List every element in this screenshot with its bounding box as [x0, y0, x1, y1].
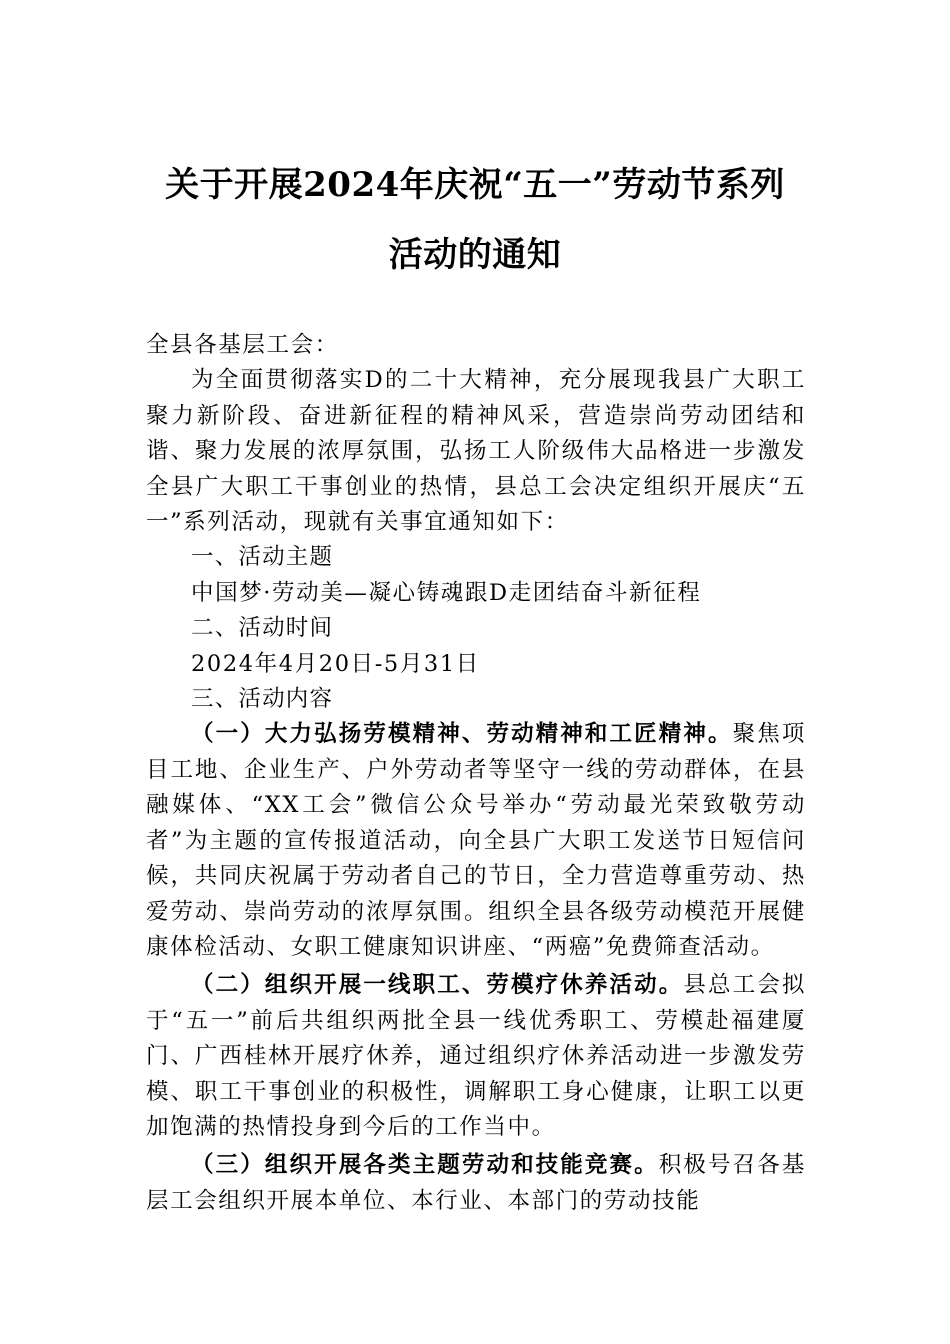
item3-lead: （三）组织开展各类主题劳动和技能竞赛。 [191, 1152, 659, 1179]
section2-heading: 二、活动时间 [191, 615, 334, 642]
item2-paragraph [146, 968, 806, 1145]
section2-text: 2024年4月20日-5月31日 [191, 650, 480, 677]
item2-lead: （二）组织开展一线职工、劳模疗休养活动。 [191, 972, 684, 999]
item3-paragraph [146, 1148, 806, 1219]
section1-text: 中国梦·劳动美—凝心铸魂跟D走团结奋斗新征程 [191, 579, 702, 606]
document-body [146, 328, 806, 1219]
intro-paragraph: 为全面贯彻落实D的二十大精神，充分展现我县广大职工聚力新阶段、奋进新征程的精神风采，营造崇尚劳动团结和谐、聚力发展的浓厚氛围，弘扬工人阶级伟大品格进一步激发全县广大职工干事创业的热情，县总工会决定组织开展庆“五一”系列活动，现就有关事宜通知如下： [146, 367, 806, 536]
salutation: 全县各基层工会： [146, 332, 339, 358]
item1-paragraph [146, 717, 806, 965]
section1-heading: 一、活动主题 [191, 544, 334, 571]
document-title-line2: 活动的通知 [388, 235, 562, 275]
document-title-line1: 关于开展2024年庆祝“五一”劳动节系列 [165, 165, 785, 205]
item3-text: 积极号召各基层工会组织开展本单位、本行业、本部门的劳动技能 [146, 1152, 806, 1214]
section3-heading: 三、活动内容 [191, 686, 334, 713]
item1-lead: （一）大力弘扬劳模精神、劳动精神和工匠精神。 [191, 721, 733, 748]
item1-text: 聚焦项目工地、企业生产、户外劳动者等坚守一线的劳动群体，在县融媒体、“XX工会”微信公众号举办“劳动最光荣致敬劳动者”为主题的宣传报道活动，向全县广大职工发送节日短信问候，共同庆祝属于劳动者自己的节日，全力营造尊重劳动、热爱劳动、崇尚劳动的浓厚氛围。组织全县各级劳动模范开展健康体检活动、女职工健康知识讲座、“两癌”免费筛查活动。 [146, 721, 806, 960]
item2-text: 县总工会拟于“五一”前后共组织两批全县一线优秀职工、劳模赴福建厦门、广西桂林开展疗休养，通过组织疗休养活动进一步激发劳模、职工干事创业的积极性，调解职工身心健康，让职工以更加饱满的热情投身到今后的工作当中。 [146, 972, 806, 1140]
